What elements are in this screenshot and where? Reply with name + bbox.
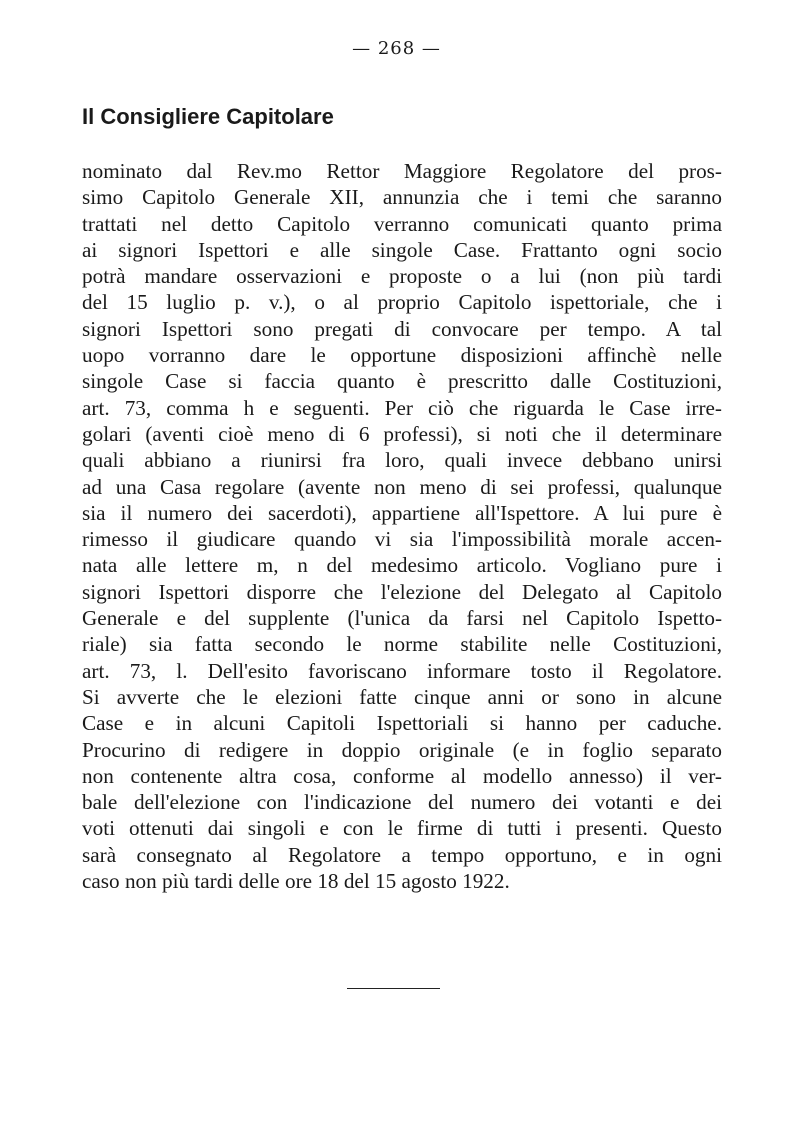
text-line: ai signori Ispettori e alle singole Case. Frattanto ogni socio [82,237,722,262]
text-line: golari (aventi cioè meno di 6 professi), si noti che il determinare [82,421,722,446]
page-number: — 268 — [352,38,441,59]
text-line: potrà mandare osservazioni e proposte o a lui (non più tardi [82,264,722,289]
section-heading: Il Consigliere Capitolare [82,104,334,129]
text-line: caso non più tardi delle ore 18 del 15 agosto 1922. [82,869,510,894]
text-line: non contenente altra cosa, conforme al modello annesso) il ver- [82,763,722,788]
text-line: sia il numero dei sacerdoti), appartiene all'Ispettore. A lui pure è [82,500,722,525]
text-line: signori Ispettori sono pregati di convocare per tempo. A tal [82,316,722,341]
text-line: Case e in alcuni Capitoli Ispettoriali si hanno per caduche. [82,711,722,736]
text-line: rimesso il giudicare quando vi sia l'impossibilità morale accen- [82,527,722,552]
text-line: nominato dal Rev.mo Rettor Maggiore Regolatore del pros- [82,159,722,183]
text-line: del 15 luglio p. v.), o al proprio Capitolo ispettoriale, che i [82,290,722,315]
text-line: ad una Casa regolare (avente non meno di sei professi, qualunque [82,474,722,499]
text-line: riale) sia fatta secondo le norme stabilite nelle Costituzioni, [82,632,722,657]
text-line: singole Case si faccia quanto è prescritto dalle Costituzioni, [82,369,722,394]
text-line: Generale e del supplente (l'unica da farsi nel Capitolo Ispetto- [82,606,722,631]
text-line: signori Ispettori disporre che l'elezione del Delegato al Capitolo [82,579,722,604]
text-line: uopo vorranno dare le opportune disposizioni affinchè nelle [82,343,722,368]
text-line: art. 73, l. Dell'esito favoriscano informare tosto il Regolatore. [82,658,722,683]
text-line: art. 73, comma h e seguenti. Per ciò che riguarda le Case irre- [82,395,722,420]
text-line: Si avverte che le elezioni fatte cinque anni or sono in alcune [82,684,722,709]
text-line: simo Capitolo Generale XII, annunzia che i temi che saranno [82,185,722,210]
text-line: nata alle lettere m, n del medesimo articolo. Vogliano pure i [82,553,722,578]
text-line: trattati nel detto Capitolo verranno comunicati quanto prima [82,211,722,236]
text-line: sarà consegnato al Regolatore a tempo opportuno, e in ogni [82,842,722,867]
text-line: Procurino di redigere in doppio originale (e in foglio separato [82,737,722,762]
body-paragraph [82,158,722,894]
text-line: bale dell'elezione con l'indicazione del numero dei votanti e dei [82,790,722,815]
text-line: quali abbiano a riunirsi fra loro, quali invece debbano unirsi [82,448,722,473]
section-divider [347,988,440,989]
text-line: voti ottenuti dai singoli e con le firme di tutti i presenti. Questo [82,816,722,841]
